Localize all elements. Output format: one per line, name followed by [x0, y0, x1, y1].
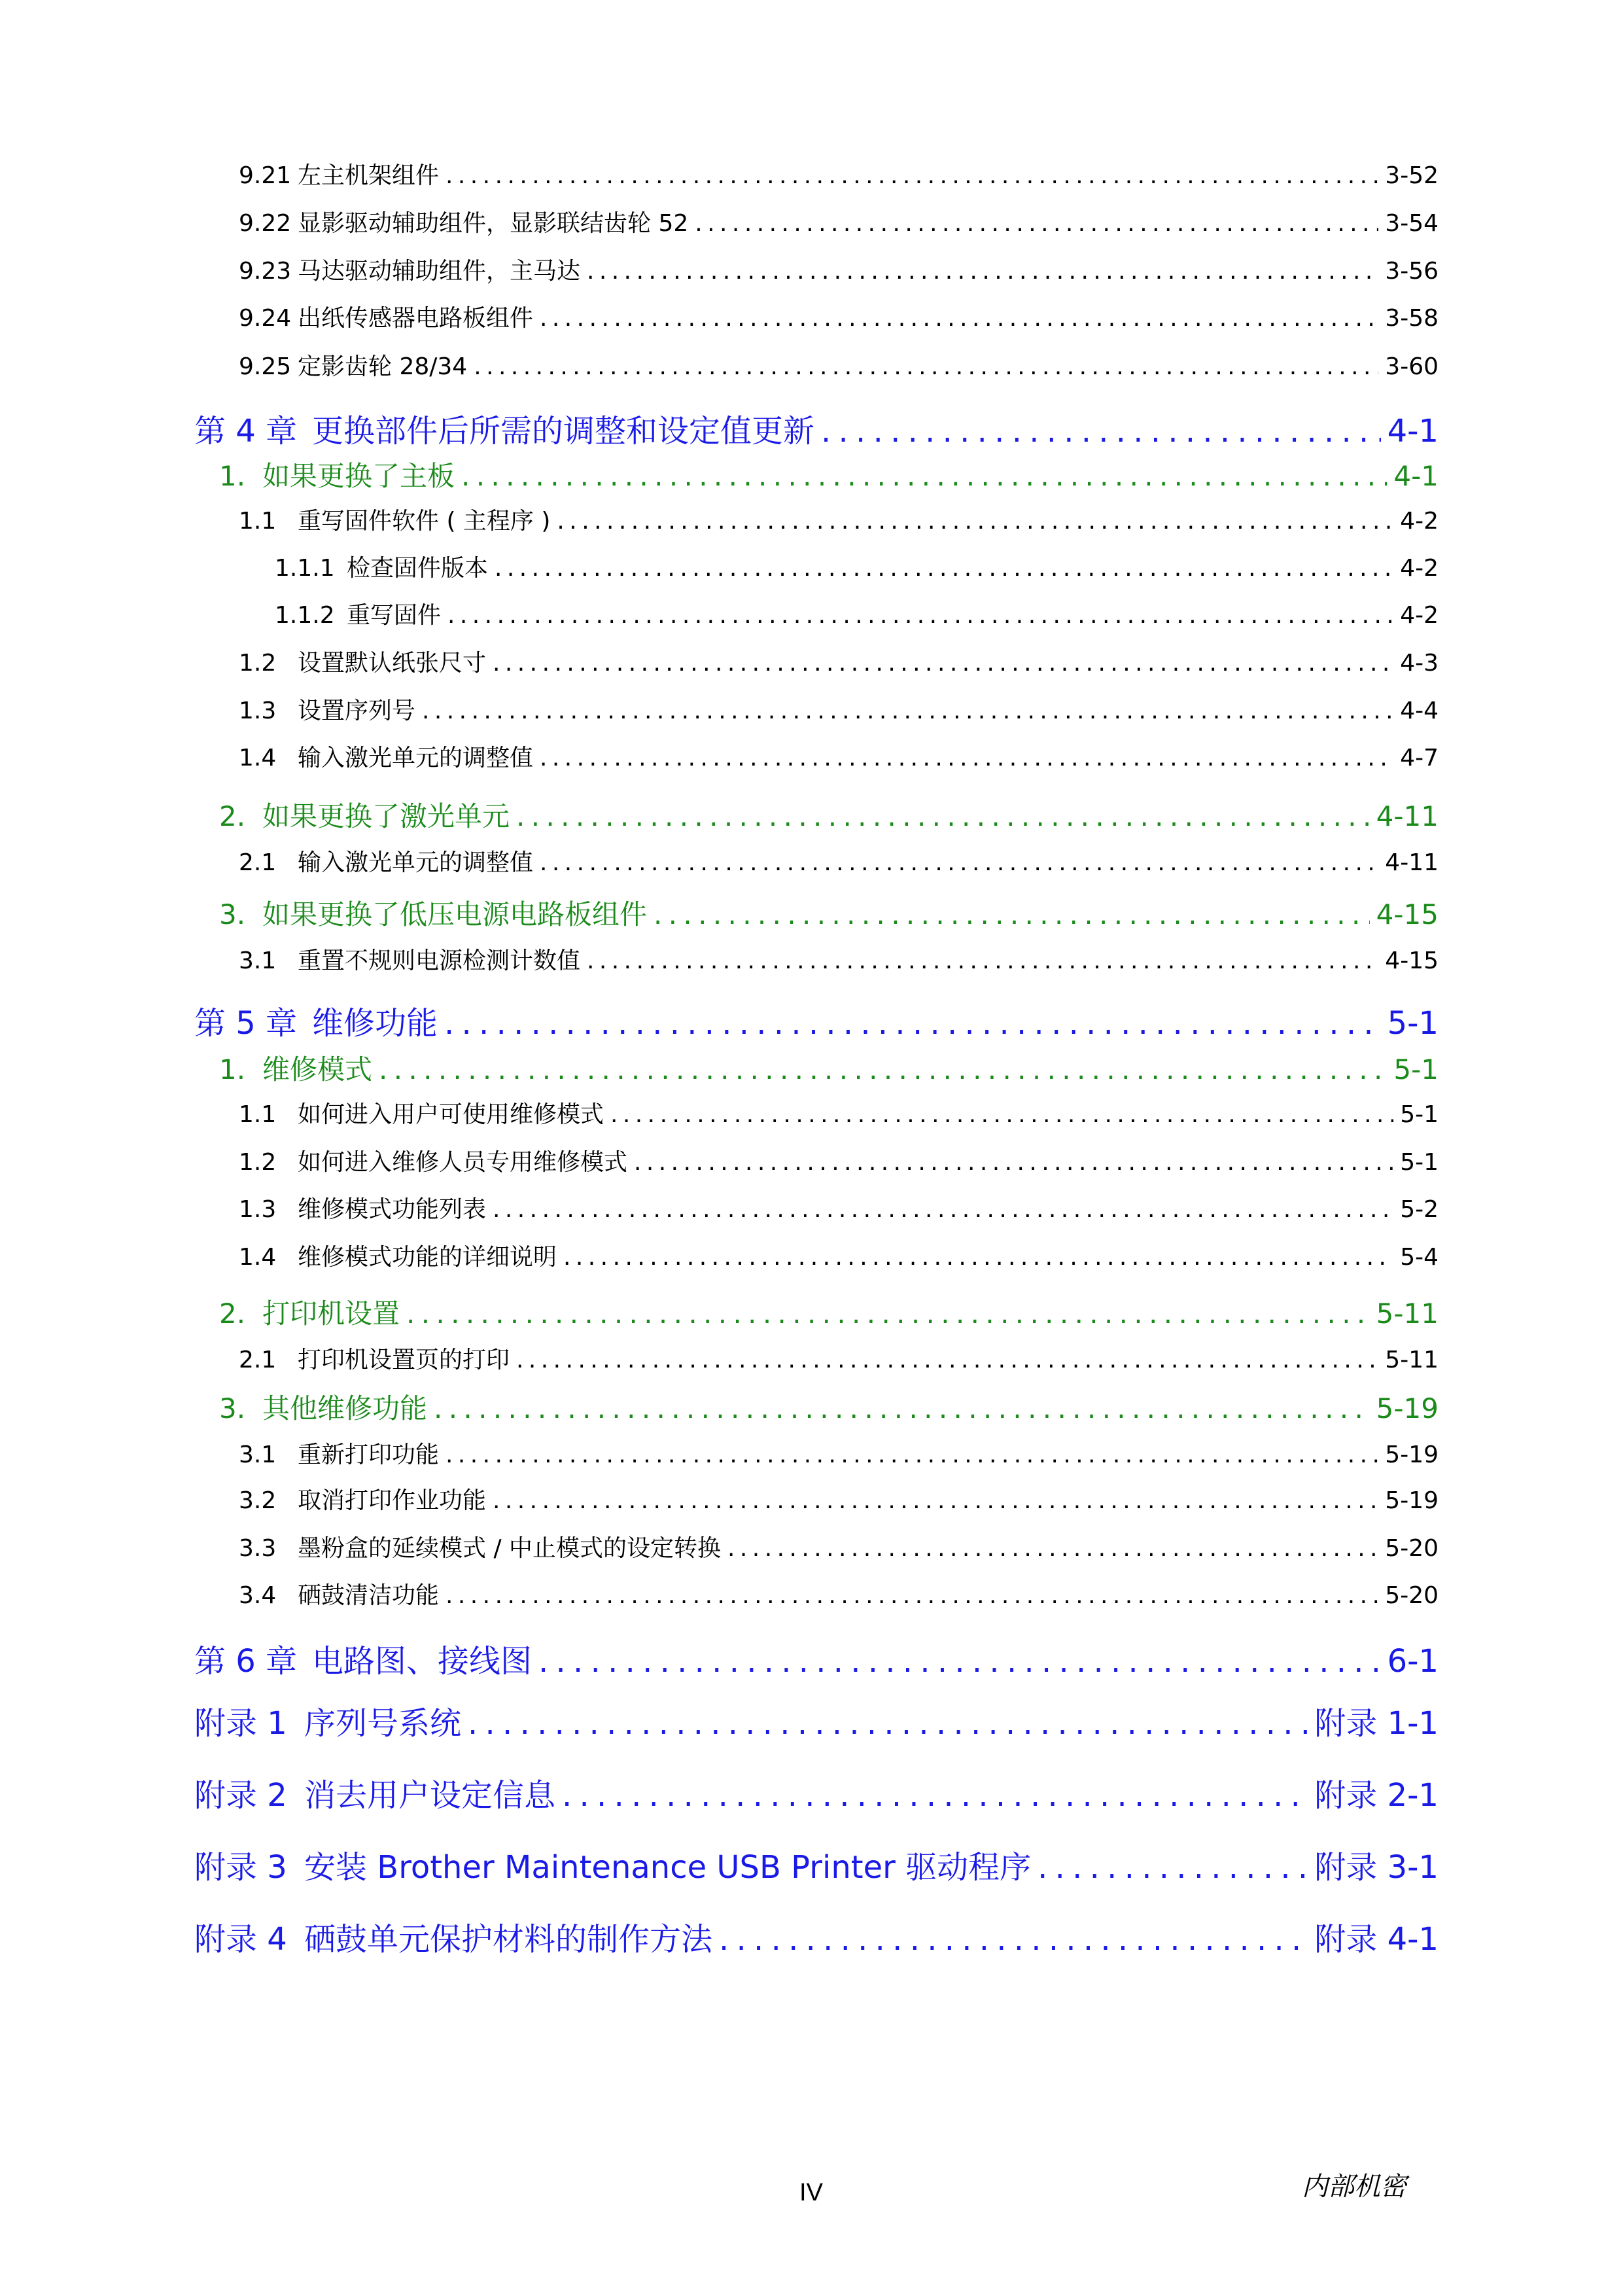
dot-leader	[821, 413, 1381, 450]
toc-entry-page: 4-15	[1376, 898, 1439, 930]
toc-entry-title: 维修模式功能列表	[298, 1196, 487, 1223]
toc-entry-number: 9.22	[239, 210, 292, 237]
toc-entry-title: 维修功能	[312, 1005, 438, 1042]
toc-entry-number: 3.3	[239, 1535, 277, 1562]
toc-entry-title: 马达驱动辅助组件，主马达	[298, 258, 581, 285]
toc-entry[interactable]	[239, 1436, 1439, 1470]
toc-entry-page: 5-1	[1387, 1005, 1439, 1042]
toc-entry[interactable]	[194, 1636, 1439, 1681]
dot-leader	[563, 1244, 1393, 1271]
toc-entry-title: 如果更换了低压电源电路板组件	[262, 898, 648, 930]
dot-leader	[495, 555, 1393, 582]
toc-entry[interactable]	[194, 406, 1439, 451]
dot-leader	[447, 602, 1393, 629]
toc-entry-number: 1.1.2	[275, 602, 335, 629]
toc-entry-number: 3.4	[239, 1582, 277, 1609]
toc-entry-number: 附录 2	[194, 1777, 287, 1814]
toc-entry-title: 硒鼓单元保护材料的制作方法	[304, 1921, 713, 1958]
toc-entry-title: 重写固件软件 ( 主程序 )	[298, 508, 551, 535]
dot-leader	[422, 698, 1393, 724]
dot-leader	[587, 258, 1378, 285]
toc-entry-title: 如何进入维修人员专用维修模式	[298, 1149, 628, 1176]
toc-entry-page: 5-1	[1400, 1101, 1439, 1128]
toc-entry-number: 1.1	[239, 1101, 277, 1128]
toc-entry-title: 定影齿轮 28/34	[298, 353, 468, 380]
dot-leader	[540, 745, 1393, 771]
dot-leader	[654, 898, 1370, 930]
dot-leader	[562, 1777, 1308, 1814]
toc-entry-number: 3.	[219, 898, 246, 930]
toc-entry[interactable]	[239, 205, 1439, 238]
dot-leader	[610, 1101, 1393, 1128]
toc-entry-page: 5-1	[1393, 1053, 1439, 1086]
dot-leader	[493, 1487, 1378, 1514]
toc-entry-title: 设置默认纸张尺寸	[298, 650, 487, 677]
toc-entry-number: 9.24	[239, 305, 292, 332]
dot-leader	[1038, 1849, 1308, 1886]
toc-entry[interactable]	[219, 1048, 1439, 1087]
toc-entry-number: 1.	[219, 1053, 246, 1086]
toc-entry[interactable]	[239, 1239, 1439, 1272]
toc-entry[interactable]	[275, 597, 1439, 630]
dot-leader	[516, 800, 1370, 832]
toc-entry[interactable]	[275, 550, 1439, 583]
toc-entry-number: 1.3	[239, 1196, 277, 1223]
toc-entry-page: 4-1	[1393, 460, 1439, 492]
toc-entry[interactable]	[194, 1842, 1439, 1887]
toc-entry[interactable]	[194, 1698, 1439, 1743]
toc-entry-number: 第 5 章	[194, 1005, 298, 1042]
toc-entry-number: 3.1	[239, 947, 277, 974]
toc-entry-title: 重写固件	[347, 602, 442, 629]
toc-entry-page: 5-1	[1400, 1149, 1439, 1176]
dot-leader	[727, 1535, 1378, 1562]
toc-entry-number: 1.4	[239, 1244, 277, 1271]
toc-entry-page: 附录 1-1	[1314, 1705, 1439, 1742]
dot-leader	[406, 1298, 1370, 1330]
toc-entry-page: 5-4	[1400, 1244, 1439, 1271]
toc-entry-title: 更换部件后所需的调整和设定值更新	[312, 413, 815, 450]
toc-entry-page: 5-20	[1385, 1535, 1439, 1562]
toc-entry[interactable]	[239, 844, 1439, 877]
dot-leader	[540, 305, 1378, 332]
toc-entry-number: 1.3	[239, 698, 277, 724]
page-number: IV	[799, 2179, 823, 2206]
toc-entry[interactable]	[219, 893, 1439, 932]
toc-entry-number: 附录 4	[194, 1921, 287, 1958]
toc-entry-number: 2.1	[239, 1347, 277, 1373]
toc-entry-number: 2.	[219, 1298, 246, 1330]
toc-entry-page: 3-60	[1385, 353, 1439, 380]
dot-leader	[516, 1347, 1378, 1373]
toc-entry[interactable]	[219, 1387, 1439, 1426]
toc-entry-title: 重新打印功能	[298, 1441, 440, 1468]
toc-entry-page: 4-7	[1400, 745, 1439, 771]
dot-leader	[695, 210, 1378, 237]
dot-leader	[587, 947, 1378, 974]
dot-leader	[540, 849, 1378, 876]
toc-entry[interactable]	[239, 1096, 1439, 1129]
toc-entry-page: 附录 3-1	[1314, 1849, 1439, 1886]
toc-entry[interactable]	[194, 998, 1439, 1043]
toc-entry-number: 附录 3	[194, 1849, 287, 1886]
toc-entry-number: 2.1	[239, 849, 277, 876]
toc-entry-title: 硒鼓清洁功能	[298, 1582, 440, 1609]
toc-entry-title: 消去用户设定信息	[304, 1777, 556, 1814]
toc-entry[interactable]	[194, 1770, 1439, 1815]
toc-entry[interactable]	[239, 692, 1439, 726]
toc-entry-title: 取消打印作业功能	[298, 1487, 487, 1514]
dot-leader	[493, 650, 1393, 677]
toc-entry-title: 维修模式功能的详细说明	[298, 1244, 557, 1271]
toc-entry-page: 5-11	[1376, 1298, 1439, 1330]
toc-entry[interactable]	[239, 253, 1439, 286]
toc-entry-number: 9.21	[239, 162, 292, 189]
toc-entry-page: 4-2	[1400, 508, 1439, 535]
toc-entry[interactable]	[239, 300, 1439, 333]
toc-entry-page: 附录 4-1	[1314, 1921, 1439, 1958]
toc-entry-title: 重置不规则电源检测计数值	[298, 947, 581, 974]
toc-entry-number: 9.23	[239, 258, 292, 285]
dot-leader	[444, 1005, 1381, 1042]
toc-entry-page: 5-11	[1385, 1347, 1439, 1373]
toc-entry-title: 维修模式	[262, 1053, 373, 1086]
dot-leader	[538, 1643, 1381, 1680]
toc-entry[interactable]	[239, 942, 1439, 976]
toc-entry-number: 2.	[219, 800, 246, 832]
toc-entry-number: 第 4 章	[194, 413, 298, 450]
dot-leader	[557, 508, 1393, 535]
toc-entry[interactable]	[239, 739, 1439, 773]
toc-entry[interactable]	[239, 1341, 1439, 1375]
toc-entry-title: 设置序列号	[298, 698, 416, 724]
toc-entry-number: 1.2	[239, 650, 277, 677]
toc-entry-number: 1.1	[239, 508, 277, 535]
toc-entry-title: 电路图、接线图	[312, 1643, 532, 1680]
toc-entry[interactable]	[239, 503, 1439, 536]
toc-entry-title: 如何进入用户可使用维修模式	[298, 1101, 604, 1128]
dot-leader	[445, 1441, 1378, 1468]
toc-entry-title: 墨粉盒的延续模式 / 中止模式的设定转换	[298, 1535, 722, 1562]
toc-entry-page: 4-11	[1376, 800, 1439, 832]
toc-entry[interactable]	[239, 1144, 1439, 1177]
toc-entry-title: 打印机设置	[262, 1298, 400, 1330]
toc-entry-title: 输入激光单元的调整值	[298, 849, 534, 876]
toc-entry-page: 4-3	[1400, 650, 1439, 677]
toc-entry-number: 1.	[219, 460, 246, 492]
toc-entry-page: 3-58	[1385, 305, 1439, 332]
toc-entry-page: 5-19	[1376, 1392, 1439, 1424]
toc-entry[interactable]	[239, 1191, 1439, 1224]
dot-leader	[445, 162, 1378, 189]
toc-entry-page: 5-20	[1385, 1582, 1439, 1609]
toc-entry[interactable]	[239, 645, 1439, 678]
toc-entry[interactable]	[219, 795, 1439, 834]
toc-entry-page: 3-54	[1385, 210, 1439, 237]
toc-entry-title: 其他维修功能	[262, 1392, 428, 1424]
dot-leader	[719, 1921, 1308, 1958]
toc-entry-number: 3.1	[239, 1441, 277, 1468]
toc-entry-page: 5-19	[1385, 1487, 1439, 1514]
toc-entry-title: 打印机设置页的打印	[298, 1347, 510, 1373]
toc-entry-page: 附录 2-1	[1314, 1777, 1439, 1814]
dot-leader	[474, 353, 1378, 380]
toc-entry[interactable]	[239, 348, 1439, 381]
toc-entry-page: 5-19	[1385, 1441, 1439, 1468]
toc-entry-number: 3.2	[239, 1487, 277, 1514]
toc-entry-title: 左主机架组件	[298, 162, 440, 189]
toc-entry[interactable]	[239, 1482, 1439, 1515]
toc-entry[interactable]	[239, 1530, 1439, 1563]
toc-entry-page: 4-1	[1387, 413, 1439, 450]
toc-entry-page: 4-11	[1385, 849, 1439, 876]
toc-entry-number: 1.1.1	[275, 555, 335, 582]
toc-entry-page: 4-2	[1400, 555, 1439, 582]
toc-entry-number: 1.2	[239, 1149, 277, 1176]
dot-leader	[468, 1705, 1308, 1742]
toc-entry[interactable]	[219, 1292, 1439, 1332]
toc-entry-title: 出纸传感器电路板组件	[298, 305, 534, 332]
toc-entry[interactable]	[194, 1914, 1439, 1959]
toc-entry[interactable]	[219, 455, 1439, 494]
toc-entry-page: 4-15	[1385, 947, 1439, 974]
toc-entry-title: 如果更换了激光单元	[262, 800, 510, 832]
toc-entry-title: 如果更换了主板	[262, 460, 455, 492]
dot-leader	[634, 1149, 1393, 1176]
dot-leader	[445, 1582, 1378, 1609]
toc-entry-page: 4-4	[1400, 698, 1439, 724]
toc-entry-title: 安装 Brother Maintenance USB Printer 驱动程序	[304, 1849, 1032, 1886]
toc-entry-number: 1.4	[239, 745, 277, 771]
toc-entry-number: 9.25	[239, 353, 292, 380]
dot-leader	[461, 460, 1387, 492]
toc-entry-number: 3.	[219, 1392, 246, 1424]
dot-leader	[493, 1196, 1393, 1223]
dot-leader	[379, 1053, 1387, 1086]
toc-entry[interactable]	[239, 1577, 1439, 1610]
toc-entry-number: 附录 1	[194, 1705, 287, 1742]
dot-leader	[434, 1392, 1370, 1424]
toc-entry-title: 显影驱动辅助组件，显影联结齿轮 52	[298, 210, 689, 237]
toc-entry-page: 6-1	[1387, 1643, 1439, 1680]
toc-entry-page: 3-52	[1385, 162, 1439, 189]
toc-entry-page: 3-56	[1385, 258, 1439, 285]
toc-entry-title: 检查固件版本	[347, 555, 489, 582]
toc-entry-page: 5-2	[1400, 1196, 1439, 1223]
confidential-mark: 内部机密	[1302, 2172, 1406, 2201]
toc-entry-title: 序列号系统	[304, 1705, 462, 1742]
toc-entry-number: 第 6 章	[194, 1643, 298, 1680]
toc-entry[interactable]	[239, 157, 1439, 190]
toc-entry-title: 输入激光单元的调整值	[298, 745, 534, 771]
toc-entry-page: 4-2	[1400, 602, 1439, 629]
